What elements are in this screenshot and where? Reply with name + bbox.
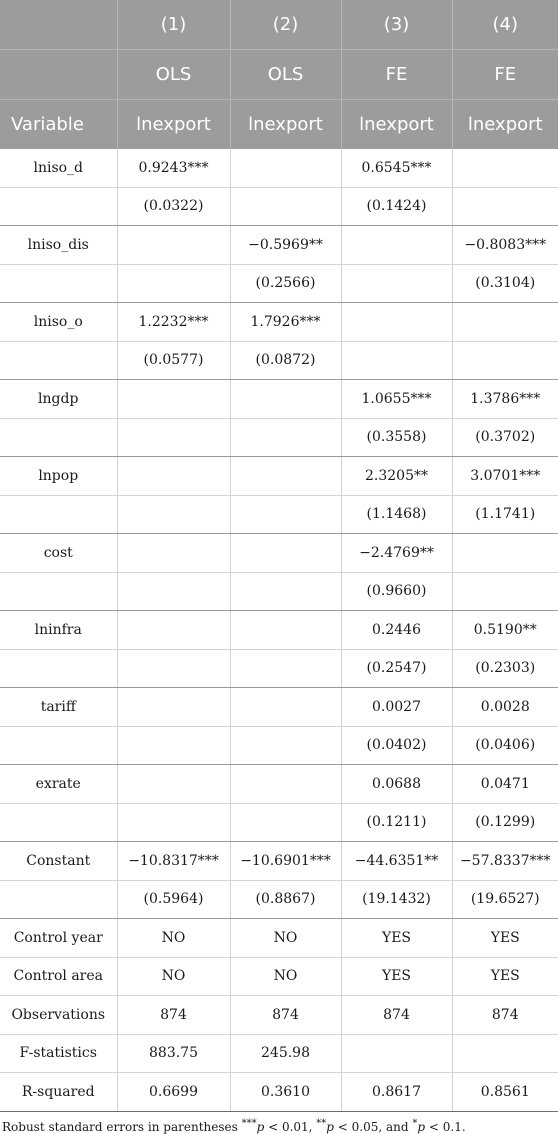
row-label: [0, 418, 117, 457]
column-dependent-variable: lnexport: [117, 100, 230, 150]
table-cell: −44.6351**: [341, 842, 452, 881]
table-cell: [452, 1034, 558, 1073]
table-cell: (0.2566): [230, 264, 341, 303]
column-method: OLS: [117, 50, 230, 100]
row-label: [0, 726, 117, 765]
table-cell: 1.2232***: [117, 303, 230, 342]
column-number: (4): [452, 0, 558, 50]
table-cell: (0.2303): [452, 649, 558, 688]
table-cell: 883.75: [117, 1034, 230, 1073]
table-cell: [230, 765, 341, 804]
table-cell: (0.3558): [341, 418, 452, 457]
table-row-stderr: [0, 803, 558, 842]
table-body: [0, 149, 558, 1111]
table-cell: 874: [452, 996, 558, 1035]
table-cell: (0.2547): [341, 649, 452, 688]
table-cell: 0.6699: [117, 1073, 230, 1112]
table-cell: YES: [452, 957, 558, 996]
table-row-stderr: [0, 649, 558, 688]
table-row: [0, 303, 558, 342]
table-cell: (0.5964): [117, 880, 230, 919]
table-cell: [117, 726, 230, 765]
table-cell: [230, 187, 341, 226]
table-cell: (1.1741): [452, 495, 558, 534]
footnote-threshold: < 0.01,: [264, 1119, 317, 1134]
table-cell: NO: [230, 919, 341, 958]
table-row: [0, 957, 558, 996]
table-cell: [230, 457, 341, 496]
table-cell: (0.8867): [230, 880, 341, 919]
column-number: (3): [341, 0, 452, 50]
table-cell: 0.6545***: [341, 149, 452, 187]
table-cell: −57.8337***: [452, 842, 558, 881]
table-row: [0, 534, 558, 573]
column-method: FE: [341, 50, 452, 100]
table-cell: [117, 572, 230, 611]
table-cell: −2.4769**: [341, 534, 452, 573]
table-cell: 1.3786***: [452, 380, 558, 419]
column-method: OLS: [230, 50, 341, 100]
row-label: lniso_o: [0, 303, 117, 342]
table-row-stderr: [0, 726, 558, 765]
table-row-stderr: [0, 264, 558, 303]
table-cell: [452, 572, 558, 611]
table-cell: 1.0655***: [341, 380, 452, 419]
table-row-stderr: [0, 341, 558, 380]
table-cell: YES: [341, 957, 452, 996]
table-cell: 0.5190**: [452, 611, 558, 650]
table-row: [0, 765, 558, 804]
table-cell: [117, 457, 230, 496]
variable-column-header: Variable: [0, 100, 117, 150]
table-cell: 0.8617: [341, 1073, 452, 1112]
row-label: tariff: [0, 688, 117, 727]
table-cell: 0.3610: [230, 1073, 341, 1112]
footnote-threshold: < 0.05, and: [333, 1119, 413, 1134]
table-row: [0, 688, 558, 727]
table-cell: [452, 149, 558, 187]
table-cell: 3.0701***: [452, 457, 558, 496]
table-cell: [117, 765, 230, 804]
row-label: R-squared: [0, 1073, 117, 1112]
table-cell: (0.1211): [341, 803, 452, 842]
table-cell: (0.3104): [452, 264, 558, 303]
header-row-numbers: [0, 0, 558, 50]
table-cell: 0.2446: [341, 611, 452, 650]
table-cell: [452, 187, 558, 226]
table-cell: 245.98: [230, 1034, 341, 1073]
table-row: [0, 996, 558, 1035]
table-header: [0, 0, 558, 149]
table-row: [0, 380, 558, 419]
footnote-p: p: [417, 1119, 426, 1134]
row-label: lnpop: [0, 457, 117, 496]
table-cell: 874: [230, 996, 341, 1035]
table-row: [0, 1073, 558, 1112]
table-cell: −10.6901***: [230, 842, 341, 881]
table-cell: NO: [230, 957, 341, 996]
table-cell: [341, 1034, 452, 1073]
table-cell: [117, 495, 230, 534]
table-cell: (19.1432): [341, 880, 452, 919]
table-cell: 0.0471: [452, 765, 558, 804]
table-cell: 0.9243***: [117, 149, 230, 187]
table-cell: (0.9660): [341, 572, 452, 611]
table-cell: [452, 341, 558, 380]
row-label: Observations: [0, 996, 117, 1035]
table-cell: [341, 226, 452, 265]
table-cell: NO: [117, 919, 230, 958]
header-blank-cell: [0, 0, 117, 50]
footnote-threshold: < 0.1.: [425, 1119, 466, 1134]
table-cell: −0.8083***: [452, 226, 558, 265]
row-label: lniso_dis: [0, 226, 117, 265]
table-cell: YES: [452, 919, 558, 958]
table-cell: [117, 611, 230, 650]
table-cell: [341, 341, 452, 380]
table-cell: 0.0028: [452, 688, 558, 727]
table-cell: [230, 611, 341, 650]
table-cell: (1.1468): [341, 495, 452, 534]
table-cell: (0.0402): [341, 726, 452, 765]
table-row-stderr: [0, 495, 558, 534]
row-label: lngdp: [0, 380, 117, 419]
table-cell: (0.1424): [341, 187, 452, 226]
table-cell: 0.0688: [341, 765, 452, 804]
column-method: FE: [452, 50, 558, 100]
table-cell: [230, 495, 341, 534]
table-cell: [117, 688, 230, 727]
row-label: exrate: [0, 765, 117, 804]
row-label: [0, 341, 117, 380]
table-cell: −10.8317***: [117, 842, 230, 881]
footnote-p: p: [326, 1119, 334, 1134]
table-cell: [117, 803, 230, 842]
table-cell: 1.7926***: [230, 303, 341, 342]
table-cell: [230, 534, 341, 573]
table-cell: [117, 264, 230, 303]
table-row: [0, 611, 558, 650]
row-label: lninfra: [0, 611, 117, 650]
row-label: cost: [0, 534, 117, 573]
table-cell: 0.8561: [452, 1073, 558, 1112]
table-cell: YES: [341, 919, 452, 958]
table-row: [0, 457, 558, 496]
row-label: Control area: [0, 957, 117, 996]
row-label: [0, 649, 117, 688]
header-row-methods: [0, 50, 558, 100]
table-cell: NO: [117, 957, 230, 996]
table-cell: [452, 534, 558, 573]
row-label: Constant: [0, 842, 117, 881]
table-cell: (0.0406): [452, 726, 558, 765]
footnote-lead: Robust standard errors in parentheses: [2, 1119, 242, 1134]
table-cell: [117, 534, 230, 573]
column-number: (1): [117, 0, 230, 50]
table-cell: (0.1299): [452, 803, 558, 842]
footnote-stars: *: [412, 1117, 418, 1129]
row-label: [0, 495, 117, 534]
row-label: [0, 572, 117, 611]
column-dependent-variable: lnexport: [341, 100, 452, 150]
table-cell: [341, 303, 452, 342]
table-footnote: [0, 1112, 558, 1134]
row-label: F-statistics: [0, 1034, 117, 1073]
table-cell: (0.0872): [230, 341, 341, 380]
table-cell: (0.0322): [117, 187, 230, 226]
table-cell: (0.3702): [452, 418, 558, 457]
table-cell: [230, 418, 341, 457]
table-row: [0, 149, 558, 187]
table-row-stderr: [0, 880, 558, 919]
table-cell: 874: [117, 996, 230, 1035]
footnote-stars: ***: [241, 1117, 257, 1129]
table-cell: 0.0027: [341, 688, 452, 727]
table-cell: −0.5969**: [230, 226, 341, 265]
table-cell: [117, 380, 230, 419]
table-cell: (19.6527): [452, 880, 558, 919]
table-cell: [230, 803, 341, 842]
header-row-dependent: [0, 100, 558, 150]
table-row-stderr: [0, 572, 558, 611]
row-label: [0, 880, 117, 919]
header-blank-cell: [0, 50, 117, 100]
row-label: [0, 187, 117, 226]
footnote-stars: **: [316, 1117, 327, 1129]
table-cell: [117, 418, 230, 457]
column-dependent-variable: lnexport: [452, 100, 558, 150]
row-label: [0, 264, 117, 303]
table-cell: 874: [341, 996, 452, 1035]
row-label: lniso_d: [0, 149, 117, 187]
table-cell: [117, 226, 230, 265]
table-cell: [230, 572, 341, 611]
table-row-stderr: [0, 418, 558, 457]
table-cell: [452, 303, 558, 342]
table-cell: [230, 688, 341, 727]
table-cell: [341, 264, 452, 303]
table-row: [0, 226, 558, 265]
table-cell: [230, 149, 341, 187]
table-cell: [230, 649, 341, 688]
table-row: [0, 919, 558, 958]
table-row: [0, 842, 558, 881]
table-row: [0, 1034, 558, 1073]
table-cell: 2.3205**: [341, 457, 452, 496]
row-label: Control year: [0, 919, 117, 958]
row-label: [0, 803, 117, 842]
footnote-p: p: [256, 1119, 265, 1134]
column-dependent-variable: lnexport: [230, 100, 341, 150]
table-cell: [117, 649, 230, 688]
table-row-stderr: [0, 187, 558, 226]
table-cell: (0.0577): [117, 341, 230, 380]
table-cell: [230, 380, 341, 419]
table-cell: [230, 726, 341, 765]
column-number: (2): [230, 0, 341, 50]
